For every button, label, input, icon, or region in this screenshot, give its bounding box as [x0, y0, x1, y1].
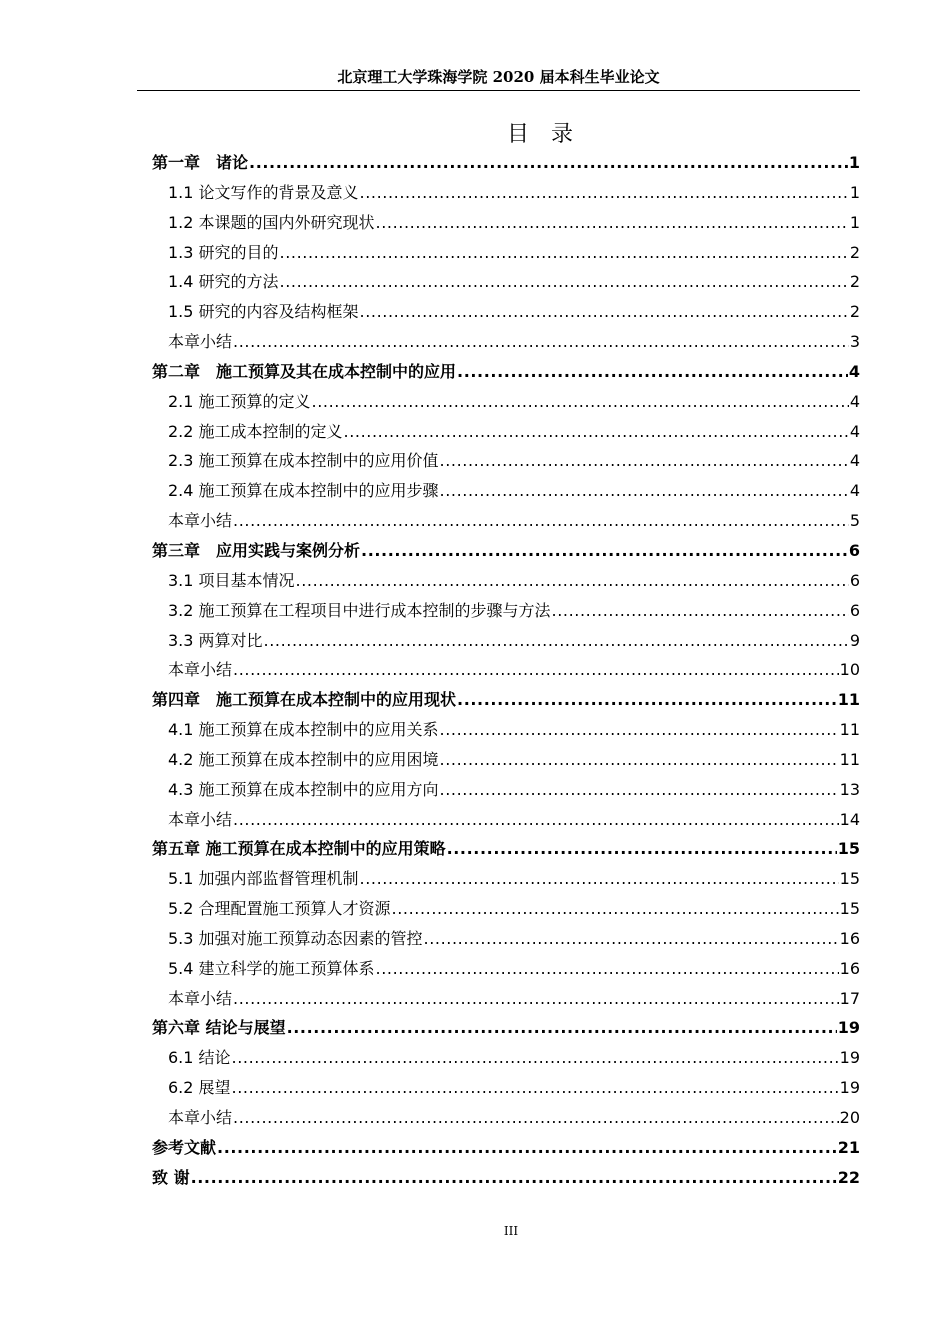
toc-entry-label: 4.1 施工预算在成本控制中的应用关系 — [168, 720, 439, 740]
toc-section-entry[interactable] — [152, 894, 860, 924]
toc-entry-label: 本章小结 — [168, 660, 233, 680]
toc-entry-page: 19 — [837, 1018, 860, 1038]
toc-entry-label: 5.4 建立科学的施工预算体系 — [168, 958, 375, 978]
toc-section-entry[interactable] — [152, 954, 860, 984]
toc-leader-dots — [232, 1043, 839, 1073]
toc-chapter-entry[interactable] — [152, 1133, 860, 1163]
toc-entry-label: 6.1 结论 — [168, 1048, 231, 1068]
toc-entry-label: 4.3 施工预算在成本控制中的应用方向 — [168, 779, 439, 799]
toc-leader-dots — [440, 745, 839, 775]
toc-leader-dots — [191, 1163, 837, 1193]
toc-title: 目 录 — [506, 122, 573, 147]
toc-section-entry[interactable] — [152, 417, 860, 447]
toc-entry-page: 19 — [839, 1078, 860, 1098]
toc-entry-page: 19 — [839, 1048, 860, 1068]
toc-entry-page: 14 — [839, 809, 860, 829]
toc-entry-page: 16 — [839, 928, 860, 948]
toc-entry-page: 4 — [849, 421, 860, 441]
toc-chapter-entry[interactable] — [152, 148, 860, 178]
toc-section-entry[interactable] — [152, 1043, 860, 1073]
toc-entry-label: 本章小结 — [168, 809, 233, 829]
toc-leader-dots — [440, 476, 849, 506]
toc-entry-label: 第一章 诸论 — [152, 153, 249, 172]
toc-leader-dots — [280, 267, 849, 297]
toc-chapter-entry[interactable] — [152, 1163, 860, 1193]
toc-entry-label: 5.2 合理配置施工预算人才资源 — [168, 899, 391, 919]
toc-section-entry[interactable] — [152, 1103, 860, 1133]
toc-entry-label: 1.4 研究的方法 — [168, 272, 279, 292]
toc-entry-label: 本章小结 — [168, 332, 233, 352]
toc-entry-page: 10 — [839, 660, 860, 680]
toc-entry-page: 11 — [839, 749, 860, 769]
toc-leader-dots — [392, 894, 839, 924]
toc-chapter-entry[interactable] — [152, 834, 860, 864]
toc-entry-page: 1 — [849, 212, 860, 232]
toc-entry-page: 15 — [839, 899, 860, 919]
toc-entry-page: 2 — [849, 302, 860, 322]
toc-entry-page: 1 — [849, 182, 860, 202]
toc-entry-page: 4 — [849, 391, 860, 411]
toc-leader-dots — [552, 596, 849, 626]
toc-entry-label: 第六章 结论与展望 — [152, 1018, 286, 1038]
toc-section-entry[interactable] — [152, 267, 860, 297]
toc-section-entry[interactable] — [152, 864, 860, 894]
toc-leader-dots — [233, 327, 849, 357]
page-number: III — [503, 1224, 519, 1238]
toc-section-entry[interactable] — [152, 506, 860, 536]
toc-section-entry[interactable] — [152, 297, 860, 327]
toc-leader-dots — [344, 417, 849, 447]
toc-entry-label: 1.2 本课题的国内外研究现状 — [168, 212, 375, 232]
toc-chapter-entry[interactable] — [152, 1013, 860, 1043]
toc-entry-page: 4 — [849, 481, 860, 501]
toc-entry-page: 4 — [848, 361, 860, 381]
toc-entry-page: 6 — [848, 540, 860, 560]
toc-entry-label: 第五章 施工预算在成本控制中的应用策略 — [152, 839, 446, 859]
toc-leader-dots — [287, 1013, 837, 1043]
toc-entry-label: 4.2 施工预算在成本控制中的应用困境 — [168, 749, 439, 769]
toc-leader-dots — [217, 1133, 837, 1163]
toc-section-entry[interactable] — [152, 208, 860, 238]
toc-entry-page: 13 — [839, 779, 860, 799]
toc-leader-dots — [233, 655, 839, 685]
toc-entry-label: 2.3 施工预算在成本控制中的应用价值 — [168, 451, 439, 471]
toc-entry-page: 11 — [839, 720, 860, 740]
toc-leader-dots — [233, 1103, 839, 1133]
toc-section-entry[interactable] — [152, 626, 860, 656]
toc-entry-page: 2 — [849, 242, 860, 262]
page-header: 北京理工大学珠海学院 2020 届本科生毕业论文 — [137, 66, 860, 91]
toc-entry-label: 5.3 加强对施工预算动态因素的管控 — [168, 928, 423, 948]
toc-entry-label: 本章小结 — [168, 511, 233, 531]
toc-entry-label: 第二章 施工预算及其在成本控制中的应用 — [152, 361, 457, 381]
toc-entry-label: 3.3 两算对比 — [168, 630, 263, 650]
toc-section-entry[interactable] — [152, 655, 860, 685]
toc-section-entry[interactable] — [152, 238, 860, 268]
toc-entry-page: 9 — [849, 630, 860, 650]
toc-entry-page: 22 — [837, 1167, 860, 1187]
toc-section-entry[interactable] — [152, 715, 860, 745]
toc-leader-dots — [376, 954, 839, 984]
toc-section-entry[interactable] — [152, 566, 860, 596]
toc-section-entry[interactable] — [152, 924, 860, 954]
toc-leader-dots — [264, 626, 849, 656]
toc-entry-label: 1.5 研究的内容及结构框架 — [168, 302, 359, 322]
toc-section-entry[interactable] — [152, 387, 860, 417]
toc-leader-dots — [360, 864, 839, 894]
toc-section-entry[interactable] — [152, 745, 860, 775]
toc-entry-page: 2 — [849, 272, 860, 292]
toc-leader-dots — [361, 536, 848, 566]
toc-entry-label: 参考文献 — [152, 1137, 217, 1157]
toc-leader-dots — [440, 446, 849, 476]
toc-leader-dots — [233, 984, 839, 1014]
toc-leader-dots — [424, 924, 839, 954]
toc-entry-label: 致 谢 — [152, 1167, 190, 1187]
toc-section-entry[interactable] — [152, 984, 860, 1014]
toc-leader-dots — [440, 775, 839, 805]
toc-entry-page: 5 — [849, 511, 860, 531]
toc-entry-page: 11 — [837, 690, 860, 710]
toc-chapter-entry[interactable] — [152, 536, 860, 566]
toc-chapter-entry[interactable] — [152, 685, 860, 715]
toc-leader-dots — [360, 178, 849, 208]
toc-leader-dots — [296, 566, 849, 596]
toc-entry-page: 6 — [849, 570, 860, 590]
toc-leader-dots — [280, 238, 849, 268]
toc-entry-page: 16 — [839, 958, 860, 978]
toc-entry-label: 1.1 论文写作的背景及意义 — [168, 182, 359, 202]
toc-entry-label: 2.1 施工预算的定义 — [168, 391, 311, 411]
toc-entry-page: 15 — [837, 839, 860, 859]
toc-leader-dots — [249, 148, 848, 178]
toc-section-entry[interactable] — [152, 446, 860, 476]
toc-entry-label: 3.2 施工预算在工程项目中进行成本控制的步骤与方法 — [168, 600, 551, 620]
toc-leader-dots — [447, 834, 837, 864]
toc-leader-dots — [233, 805, 839, 835]
toc-entry-page: 4 — [849, 451, 860, 471]
toc-leader-dots — [376, 208, 849, 238]
toc-section-entry[interactable] — [152, 596, 860, 626]
toc-section-entry[interactable] — [152, 775, 860, 805]
toc-entry-page: 17 — [839, 988, 860, 1008]
toc-entry-label: 本章小结 — [168, 988, 233, 1008]
toc-leader-dots — [360, 297, 849, 327]
toc-entry-label: 本章小结 — [168, 1108, 233, 1127]
toc-leader-dots — [440, 715, 839, 745]
toc-leader-dots — [312, 387, 849, 417]
toc-section-entry[interactable] — [152, 1073, 860, 1103]
toc-entry-page: 15 — [839, 869, 860, 889]
toc-leader-dots — [233, 506, 849, 536]
toc-leader-dots — [457, 685, 837, 715]
toc-entry-label: 第四章 施工预算在成本控制中的应用现状 — [152, 690, 457, 710]
toc-leader-dots — [232, 1073, 839, 1103]
table-of-contents — [152, 148, 860, 1193]
toc-chapter-entry[interactable] — [152, 357, 860, 387]
toc-section-entry[interactable] — [152, 178, 860, 208]
toc-entry-label: 1.3 研究的目的 — [168, 242, 279, 262]
toc-entry-label: 2.2 施工成本控制的定义 — [168, 421, 343, 441]
toc-entry-page: 20 — [839, 1108, 860, 1127]
toc-entry-page: 21 — [837, 1137, 860, 1157]
toc-entry-label: 5.1 加强内部监督管理机制 — [168, 869, 359, 889]
toc-section-entry[interactable] — [152, 476, 860, 506]
toc-entry-page: 1 — [848, 153, 860, 172]
toc-entry-label: 2.4 施工预算在成本控制中的应用步骤 — [168, 481, 439, 501]
toc-entry-label: 第三章 应用实践与案例分析 — [152, 540, 361, 560]
toc-entry-page: 6 — [849, 600, 860, 620]
toc-section-entry[interactable] — [152, 805, 860, 835]
toc-entry-label: 6.2 展望 — [168, 1078, 231, 1098]
toc-entry-page: 3 — [849, 332, 860, 352]
toc-section-entry[interactable] — [152, 327, 860, 357]
toc-entry-label: 3.1 项目基本情况 — [168, 570, 295, 590]
toc-leader-dots — [457, 357, 848, 387]
